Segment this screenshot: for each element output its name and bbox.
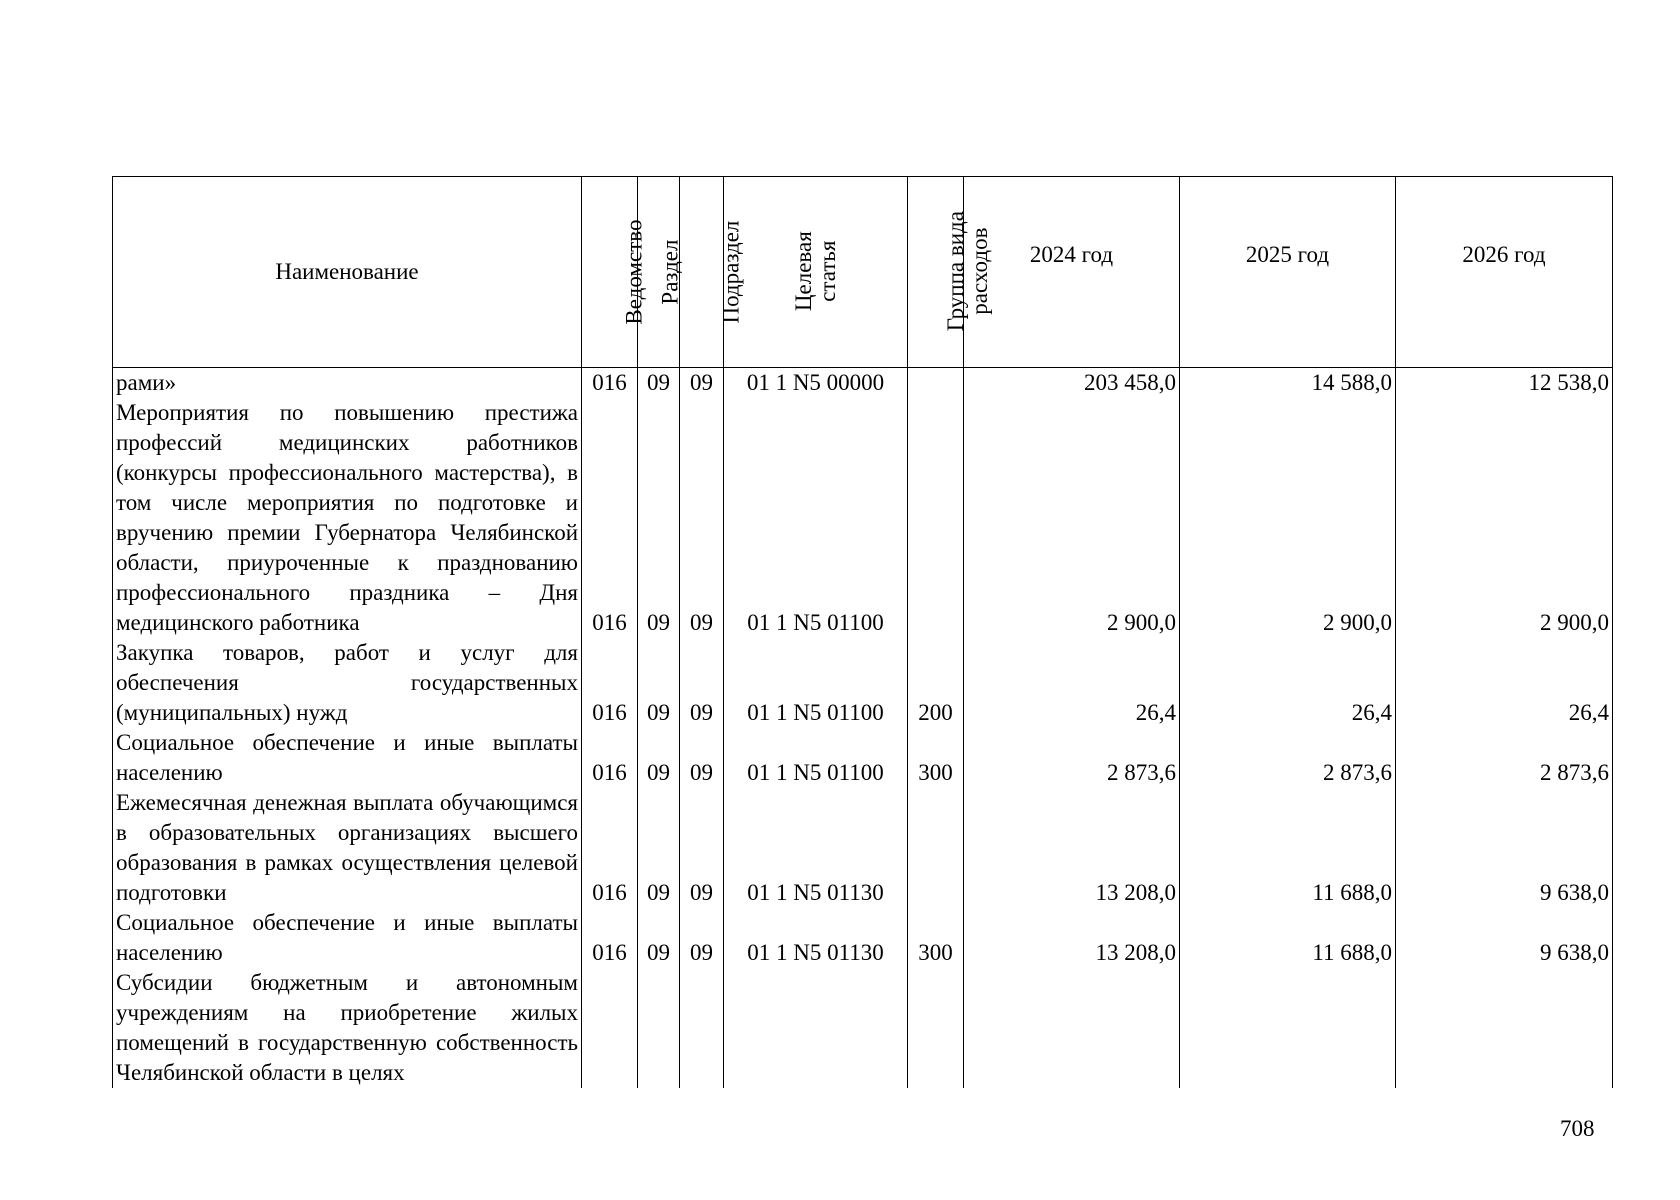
row-2025: 2 873,6 — [1180, 728, 1396, 788]
row-group: 300 — [908, 728, 964, 788]
header-2025 — [1180, 177, 1396, 368]
row-2025: 26,4 — [1180, 638, 1396, 728]
row-target: 01 1 N5 01130 — [724, 908, 908, 968]
header-subsection-label: Подраздел — [718, 220, 744, 324]
row-2025: 11 688,0 — [1180, 788, 1396, 908]
header-target-label — [791, 232, 839, 312]
row-subsection: 09 — [680, 638, 724, 728]
row-2025: 2 900,0 — [1180, 398, 1396, 638]
row-2024 — [964, 968, 1180, 1088]
row-target: 01 1 N5 01100 — [724, 398, 908, 638]
row-dept: 016 — [582, 368, 638, 399]
row-group — [908, 968, 964, 1088]
row-name: Ежемесячная денежная выплата обучающимся в образовательных организациях высшего образования в рамках осуществления целевой подготовки — [113, 788, 582, 908]
table-row — [113, 638, 1613, 728]
row-2025: 11 688,0 — [1180, 908, 1396, 968]
header-name — [113, 177, 582, 368]
budget-table — [112, 176, 1613, 1088]
row-dept: 016 — [582, 908, 638, 968]
header-section-label: Раздел — [657, 239, 683, 305]
row-2024: 26,4 — [964, 638, 1180, 728]
row-name: Социальное обеспечение и иные выплаты населению — [113, 728, 582, 788]
row-2026 — [1396, 968, 1613, 1088]
row-2025: 14 588,0 — [1180, 368, 1396, 399]
row-section: 09 — [638, 788, 680, 908]
table-row — [113, 908, 1613, 968]
row-dept: 016 — [582, 788, 638, 908]
row-subsection: 09 — [680, 788, 724, 908]
header-dept-label: Ведомство — [621, 219, 647, 325]
row-dept: 016 — [582, 638, 638, 728]
row-2026: 26,4 — [1396, 638, 1613, 728]
row-2024: 203 458,0 — [964, 368, 1180, 399]
row-section — [638, 968, 680, 1088]
row-section: 09 — [638, 638, 680, 728]
header-target — [724, 177, 908, 368]
table-row — [113, 968, 1613, 1088]
header-group — [908, 177, 993, 368]
header-name-label: Наименование — [275, 259, 419, 284]
row-2024: 2 873,6 — [964, 728, 1180, 788]
row-target: 01 1 N5 01100 — [724, 638, 908, 728]
budget-sheet — [112, 176, 1612, 1088]
header-2024-label: 2024 год — [1029, 242, 1114, 267]
page-number: 708 — [1560, 1116, 1595, 1141]
header-row — [113, 177, 1613, 368]
row-group: 300 — [908, 908, 964, 968]
header-2026-label: 2026 год — [1462, 242, 1546, 267]
row-name: Социальное обеспечение и иные выплаты населению — [113, 908, 582, 968]
row-dept: 016 — [582, 398, 638, 638]
header-target-line2: статья — [814, 240, 840, 303]
row-name: Субсидии бюджетным и автономным учреждениям на приобретение жилых помещений в государственную собственность Челябинской области в целях — [113, 968, 582, 1088]
header-2024 — [964, 177, 1180, 368]
row-group — [908, 368, 964, 399]
row-section: 09 — [638, 728, 680, 788]
header-dept — [582, 177, 647, 368]
row-subsection: 09 — [680, 398, 724, 638]
table-row — [113, 398, 1613, 638]
row-2026: 9 638,0 — [1396, 788, 1613, 908]
row-2026: 2 900,0 — [1396, 398, 1613, 638]
header-group-line2: расходов — [967, 227, 993, 316]
row-subsection: 09 — [680, 368, 724, 399]
row-subsection: 09 — [680, 728, 724, 788]
row-name: рами» — [113, 368, 582, 399]
row-dept — [582, 968, 638, 1088]
header-2025-label: 2025 год — [1245, 242, 1330, 267]
row-group — [908, 788, 964, 908]
row-2026: 9 638,0 — [1396, 908, 1613, 968]
row-subsection — [680, 968, 724, 1088]
header-2026 — [1396, 177, 1613, 368]
row-section: 09 — [638, 908, 680, 968]
header-group-line1: Группа вида — [942, 211, 968, 332]
row-target: 01 1 N5 01100 — [724, 728, 908, 788]
row-target: 01 1 N5 01130 — [724, 788, 908, 908]
row-name: Закупка товаров, работ и услуг для обеспечения государственных (муниципальных) нужд — [113, 638, 582, 728]
row-target: 01 1 N5 00000 — [724, 368, 908, 399]
row-group: 200 — [908, 638, 964, 728]
table-row — [113, 788, 1613, 908]
header-group-label — [944, 211, 992, 331]
row-group — [908, 398, 964, 638]
row-2026: 2 873,6 — [1396, 728, 1613, 788]
row-2024: 13 208,0 — [964, 788, 1180, 908]
row-2024: 13 208,0 — [964, 908, 1180, 968]
row-target — [724, 968, 908, 1088]
row-subsection: 09 — [680, 908, 724, 968]
row-dept: 016 — [582, 728, 638, 788]
header-target-line1: Целевая — [790, 231, 816, 312]
row-name: Мероприятия по повышению престижа профессий медицинских работников (конкурсы профессионального мастерства), в том числе мероприятия по подготовке и вручению премии Губернатора Челябинской области, приуроченные к празднованию профессионального праздника – Дня медицинского работника — [113, 398, 582, 638]
row-section: 09 — [638, 368, 680, 399]
row-2024: 2 900,0 — [964, 398, 1180, 638]
row-2026: 12 538,0 — [1396, 368, 1613, 399]
table-row — [113, 728, 1613, 788]
header-subsection — [680, 177, 744, 368]
row-section: 09 — [638, 398, 680, 638]
row-2025 — [1180, 968, 1396, 1088]
table-row — [113, 368, 1613, 399]
